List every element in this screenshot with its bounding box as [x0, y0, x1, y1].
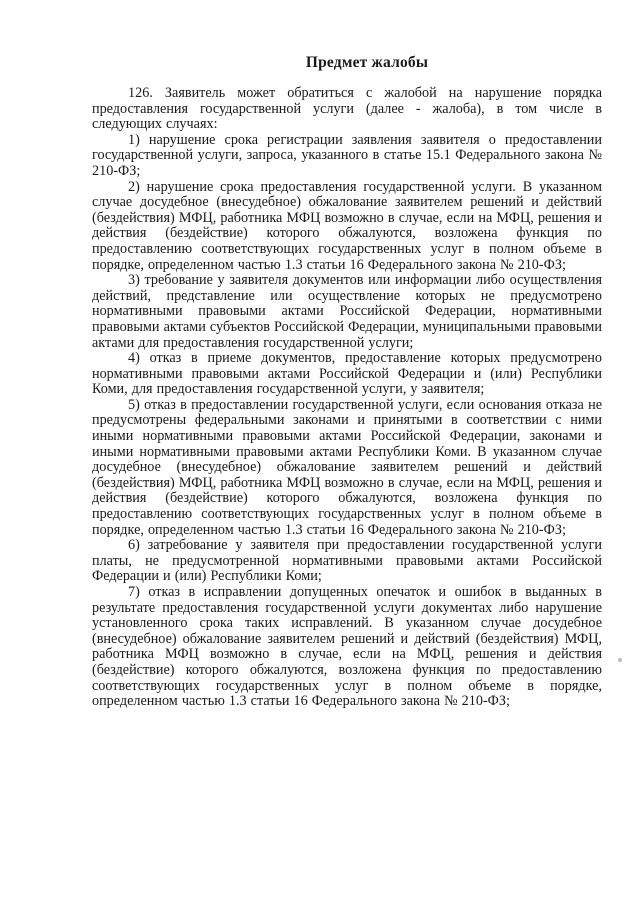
- paragraph-item-3: 3) требование у заявителя документов или информации либо осуществления действий, представление или осуществление которых не предусмотрено нормативными правовыми актами Российской Федерации, нормативными правовыми актами субъектов Российской Федерации, муниципальными правовыми актами для предоставления государственной услуги;: [92, 272, 602, 351]
- paragraph-126: 126. Заявитель может обратиться с жалобой на нарушение порядка предоставления государственной услуги (далее - жалоба), в том числе в следующих случаях:: [92, 85, 602, 133]
- paragraph-item-1: 1) нарушение срока регистрации заявления заявителя о предоставлении государственной услуги, запроса, указанного в статье 15.1 Федерального закона № 210-ФЗ;: [92, 131, 602, 179]
- paragraph-item-2: 2) нарушение срока предоставления государственной услуги. В указанном случае досудебное (внесудебное) обжалование заявителем решений и действий (бездействия) МФЦ, работника МФЦ возможно в случае, если на МФЦ, решения и действия (бездействие) которого обжалуются, возложена функция по предоставлению соответствующих государственных услуг в полном объеме в порядке, определенном частью 1.3 статьи 16 Федерального закона № 210-ФЗ;: [92, 178, 602, 273]
- paragraph-item-4: 4) отказ в приеме документов, предоставление которых предусмотрено нормативными правовыми актами Российской Федерации и (или) Республики Коми, для предоставления государственной услуги, у заявителя;: [92, 350, 602, 398]
- page-title: Предмет жалобы: [305, 54, 429, 71]
- paragraph-item-7: 7) отказ в исправлении допущенных опечаток и ошибок в выданных в результате предоставления государственной услуги документах либо нарушение установленного срока таких исправлений. В указанном случае досудебное (внесудебное) обжалование заявителем решений и действий (бездействия) МФЦ, работника МФЦ возможно в случае, если на МФЦ, решения и действия (бездействие) которого обжалуются, возложена функция по предоставлению соответствующих государственных услуг в полном объеме в порядке, определенном частью 1.3 статьи 16 Федерального закона № 210-ФЗ;: [92, 584, 602, 710]
- paragraph-item-6: 6) затребование у заявителя при предоставлении государственной услуги платы, не предусмотренной нормативными правовыми актами Российской Федерации и (или) Республики Коми;: [92, 537, 602, 585]
- paragraph-item-5: 5) отказ в предоставлении государственной услуги, если основания отказа не предусмотрены федеральными законами и принятыми в соответствии с ними иными нормативными правовыми актами Российской Федерации, законами и иными нормативными правовыми актами Республики Коми. В указанном случае досудебное (внесудебное) обжалование заявителем решений и действий (бездействия) МФЦ, работника МФЦ возможно в случае, если на МФЦ, решения и действия (бездействие) которого обжалуются, возложена функция по предоставлению соответствующих государственных услуг в полном объеме в порядке, определенном частью 1.3 статьи 16 Федерального закона № 210-ФЗ;: [92, 396, 602, 538]
- scan-speck: [618, 658, 622, 662]
